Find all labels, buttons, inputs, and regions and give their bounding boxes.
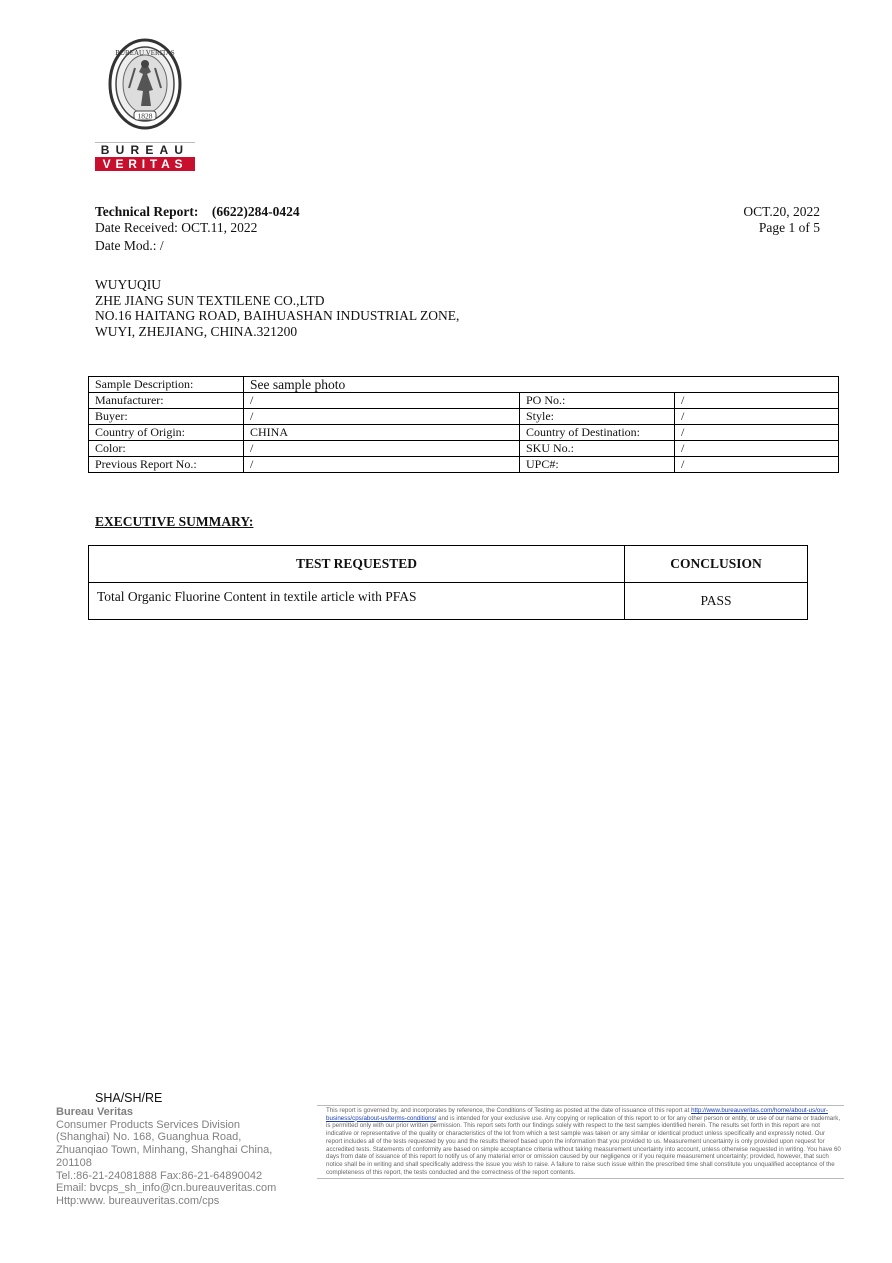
client-name: WUYUQIU — [95, 277, 161, 292]
info-label: PO No.: — [520, 393, 675, 409]
table-row — [89, 409, 839, 425]
terms-conditions-link[interactable]: http://www.bureauveritas.com/home/about-us/our-business/cps/about-us/terms-conditions/ — [326, 1107, 828, 1122]
info-label: Previous Report No.: — [89, 457, 244, 473]
bureau-veritas-seal-icon — [107, 38, 183, 136]
info-value: / — [244, 409, 520, 425]
executive-summary-title: EXECUTIVE SUMMARY: — [95, 514, 254, 529]
info-label: Color: — [89, 441, 244, 457]
info-value: / — [675, 393, 839, 409]
info-label: UPC#: — [520, 457, 675, 473]
sample-info-table — [88, 376, 839, 473]
executive-summary-table — [88, 545, 808, 620]
report-header-right — [743, 204, 820, 236]
report-label: Technical Report: — [95, 204, 199, 219]
date-received: Date Received: OCT.11, 2022 — [95, 220, 258, 235]
table-row — [89, 425, 839, 441]
info-label: SKU No.: — [520, 441, 675, 457]
logo-word-bureau: BUREAU — [95, 142, 195, 157]
info-label: Style: — [520, 409, 675, 425]
info-value: / — [244, 441, 520, 457]
logo-word-veritas: VERITAS — [95, 157, 195, 171]
footer-line: (Shanghai) No. 168, Guanghua Road, — [56, 1131, 242, 1144]
client-address-line2: WUYI, ZHEJIANG, CHINA.321200 — [95, 323, 298, 339]
client-address-line1: NO.16 HAITANG ROAD, BAIHUASHAN INDUSTRIAL ZONE, — [95, 308, 460, 323]
report-date: OCT.20, 2022 — [743, 204, 820, 219]
footer-line: Tel.:86-21-24081888 Fax:86-21-64890042 — [56, 1169, 263, 1182]
info-value: / — [675, 409, 839, 425]
svg-text:BUREAU VERITAS: BUREAU VERITAS — [115, 49, 175, 57]
conclusion-cell: PASS — [625, 583, 808, 620]
info-value: / — [675, 457, 839, 473]
table-header-row — [89, 546, 808, 583]
footer-line: Email: bvcps_sh_info@cn.bureauveritas.com — [56, 1182, 277, 1195]
info-value: / — [244, 457, 520, 473]
info-label: Manufacturer: — [89, 393, 244, 409]
disclaimer-lead: This report is governed by, and incorporates by reference, the Conditions of Testing as posted at the date of issuance of this report at — [326, 1107, 690, 1114]
report-number-line — [95, 204, 300, 220]
client-company: ZHE JIANG SUN TEXTILENE CO.,LTD — [95, 292, 325, 308]
report-number: (6622)284-0424 — [211, 204, 300, 219]
info-label: Country of Destination: — [520, 425, 675, 441]
column-header-conclusion: CONCLUSION — [625, 546, 808, 583]
seal-year: 1828 — [137, 111, 153, 121]
info-value: / — [244, 393, 520, 409]
test-requested-cell: Total Organic Fluorine Content in textile article with PFAS — [89, 583, 625, 620]
table-row — [89, 441, 839, 457]
table-row — [89, 583, 808, 620]
disclaimer-body: and is intended for your exclusive use. Any copying or replication of this report to or for any other person or entity, or use of our name or trademark, is permitted only with our prior written permission. This report sets forth our findings solely with respect to the test samples identified herein. The results set forth in this report are not indicative or representative of the quality or characteristics of the lot from which a test sample was taken or any similar or identical product unless specifically and expressly noted. Our report includes all of the tests requested by you and the results thereof based upon the information that you provided to us. Measurement uncertainty is only provided upon request for accredited tests. Statements of conformity are based on simple acceptance criteria without taking measurement uncertainty into account, unless otherwise requested in writing. You have 60 days from date of issuance of this report to notify us of any material error or omission caused by our negligence or if you require measurement uncertainty; provided, however, that such notice shall be in writing and shall specifically address the issue you wish to raise. A failure to raise such issue within the prescribed time shall constitute you unqualified acceptance of the completeness of this report, the tests conducted and the correctness of the report contents. — [326, 1114, 841, 1176]
footer-company: Bureau Veritas — [56, 1106, 134, 1118]
footer-line: Http:www. bureauveritas.com/cps — [56, 1194, 220, 1207]
footer-line: Zhuanqiao Town, Minhang, Shanghai China, — [56, 1144, 273, 1157]
column-header-test: TEST REQUESTED — [89, 546, 625, 583]
footer-line: Consumer Products Services Division — [56, 1118, 241, 1131]
page-number: Page 1 of 5 — [758, 220, 820, 235]
info-label: Buyer: — [89, 409, 244, 425]
footer-tag: SHA/SH/RE — [95, 1091, 163, 1105]
date-mod: Date Mod.: / — [95, 238, 164, 253]
info-label: Country of Origin: — [89, 425, 244, 441]
report-header-left — [95, 204, 300, 254]
footer-line: 201108 — [56, 1156, 92, 1169]
sample-description-label: Sample Description: — [89, 377, 244, 393]
table-row — [89, 457, 839, 473]
table-row — [89, 393, 839, 409]
sample-description-value: See sample photo — [244, 377, 839, 393]
info-value: CHINA — [244, 425, 520, 441]
table-row — [89, 377, 839, 393]
info-value: / — [675, 425, 839, 441]
footer-disclaimer — [317, 1105, 844, 1179]
info-value: / — [675, 441, 839, 457]
bureau-veritas-logo — [95, 38, 197, 174]
footer-contact-block — [56, 1106, 276, 1208]
client-address-block — [95, 277, 459, 339]
